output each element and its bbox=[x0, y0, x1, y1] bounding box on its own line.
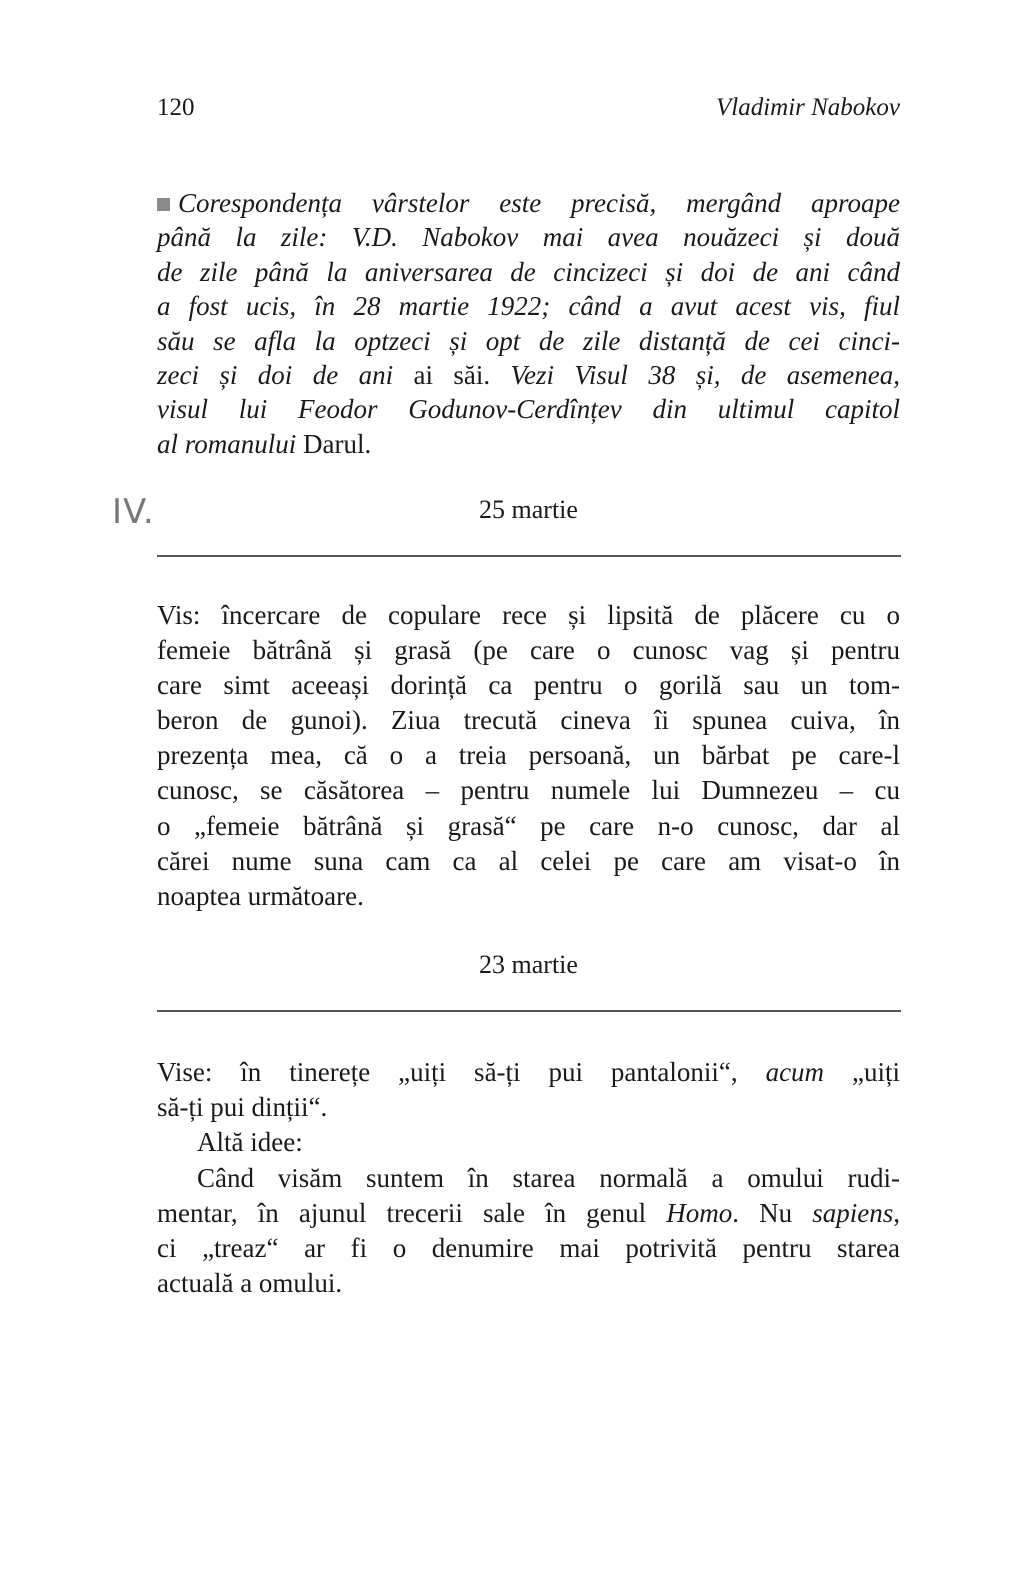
text-segment: ci „treaz“ ar fi o denumire mai potrivită pentru starea bbox=[157, 1233, 900, 1264]
text-segment: de zile până la aniversarea de cincizeci și doi de ani când bbox=[157, 256, 900, 287]
text-line bbox=[157, 1125, 900, 1160]
text-segment: Altă idee: bbox=[197, 1127, 303, 1158]
text-segment: până la zile: V.D. Nabokov mai avea nouăzeci și două bbox=[157, 222, 900, 253]
text-line bbox=[157, 844, 900, 879]
divider bbox=[157, 1010, 901, 1012]
text-segment: . Nu bbox=[732, 1197, 813, 1228]
text-line bbox=[157, 392, 900, 426]
text-segment: a fost ucis, în 28 martie 1922; când a avut acest vis, fiul bbox=[157, 291, 900, 322]
footnote-commentary bbox=[157, 186, 900, 461]
text-segment: actuală a omului. bbox=[157, 1268, 343, 1299]
text-line bbox=[157, 324, 900, 358]
text-segment: ai săi. bbox=[393, 360, 511, 391]
text-line bbox=[157, 598, 900, 633]
text-line bbox=[157, 255, 900, 289]
text-segment: Vis: încercare de copulare rece și lipsită de plăcere cu o bbox=[157, 600, 900, 630]
handwritten-margin-annotation: IV. bbox=[112, 492, 155, 532]
text-segment: femeie bătrână și grasă (pe care o cunosc vag și pentru bbox=[157, 635, 900, 666]
text-segment: Darul. bbox=[296, 428, 372, 459]
text-segment: său se afla la optzeci și opt de zile distanță de cei cinci- bbox=[157, 325, 900, 356]
text-segment: al romanului bbox=[157, 428, 297, 459]
text-segment: zeci și doi de ani bbox=[157, 360, 394, 391]
page-number: 120 bbox=[157, 94, 195, 121]
text-segment: să-ți pui dinții“. bbox=[157, 1092, 328, 1123]
text-segment: mentar, în ajunul trecerii sale în genul bbox=[157, 1197, 667, 1228]
text-line bbox=[157, 289, 900, 323]
text-line bbox=[157, 773, 900, 808]
divider bbox=[157, 555, 901, 557]
text-line bbox=[157, 1055, 900, 1090]
text-line bbox=[157, 1231, 900, 1266]
text-line bbox=[157, 1161, 900, 1196]
text-segment: „uiți bbox=[824, 1057, 900, 1087]
text-segment: acum bbox=[765, 1057, 825, 1087]
text-line bbox=[157, 186, 900, 220]
text-segment: prezența mea, că o a treia persoană, un bărbat pe care-l bbox=[157, 740, 900, 771]
text-segment: , bbox=[893, 1197, 900, 1228]
entry-text bbox=[157, 598, 900, 914]
text-segment: visul lui Feodor Godunov-Cerdînțev din ultimul capitol bbox=[157, 394, 900, 425]
text-line bbox=[157, 879, 900, 914]
text-line bbox=[157, 427, 900, 461]
text-segment: Când visăm suntem în starea normală a omului rudi- bbox=[197, 1162, 900, 1193]
text-segment: care simt aceeași dorință ca pentru o gorilă sau un tom- bbox=[157, 670, 900, 701]
text-line bbox=[157, 668, 900, 703]
entry-date: 25 martie bbox=[479, 495, 578, 524]
text-line bbox=[157, 1196, 900, 1231]
text-segment: Vezi Visul 38 și, de asemenea, bbox=[510, 360, 900, 391]
text-line bbox=[157, 358, 900, 392]
text-segment: beron de gunoi). Ziua trecută cineva îi spunea cuiva, în bbox=[157, 705, 900, 736]
text-line bbox=[157, 633, 900, 668]
text-line bbox=[157, 1090, 900, 1125]
text-segment: cunosc, se căsătorea – pentru numele lui Dumnezeu – cu bbox=[157, 775, 900, 806]
text-segment: Corespondența vârstelor este precisă, mergând aproape bbox=[178, 188, 900, 218]
text-line bbox=[157, 738, 900, 773]
text-segment: sapiens bbox=[812, 1197, 894, 1228]
text-segment: Homo bbox=[666, 1197, 733, 1228]
entry-date: 23 martie bbox=[479, 950, 578, 979]
square-bullet-icon bbox=[157, 198, 170, 211]
text-segment: Vise: în tinerețe „uiți să-ți pui pantalonii“, bbox=[157, 1057, 766, 1087]
running-title: Vladimir Nabokov bbox=[715, 94, 900, 121]
text-segment: o „femeie bătrână și grasă“ pe care n-o cunosc, dar al bbox=[157, 810, 900, 841]
text-line bbox=[157, 703, 900, 738]
text-segment: noaptea următoare. bbox=[157, 880, 364, 911]
text-line bbox=[157, 220, 900, 254]
text-segment: cărei nume suna cam ca al celei pe care am visat-o în bbox=[157, 845, 900, 876]
text-line bbox=[157, 1266, 900, 1301]
text-line bbox=[157, 809, 900, 844]
entry-text bbox=[157, 1055, 900, 1301]
